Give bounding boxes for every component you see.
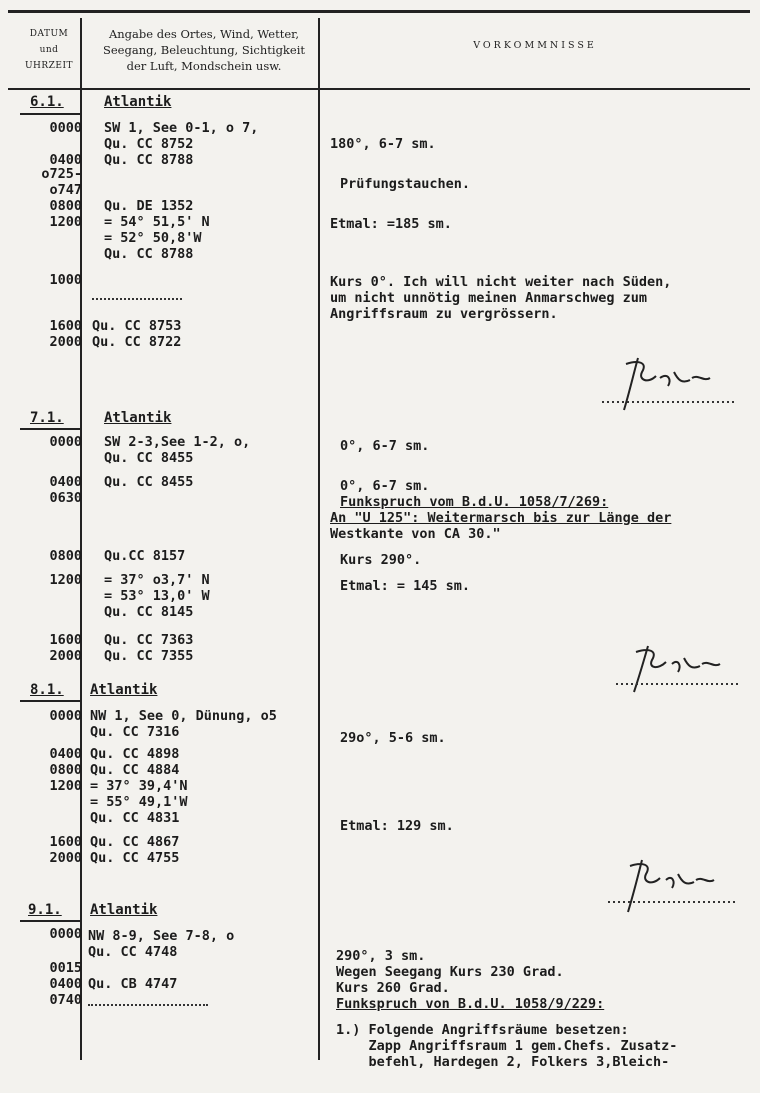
entry-time: 2000 xyxy=(49,648,82,664)
entry-time: 0015 xyxy=(49,960,82,976)
entry-event: 29o°, 5-6 sm. xyxy=(340,730,446,746)
entry-place: = 37° o3,7' N xyxy=(104,572,210,588)
header-place-line-3: der Luft, Mondschein usw. xyxy=(126,59,282,73)
header-date-line-1: DATUM xyxy=(29,29,69,39)
day-date: 7.1. xyxy=(30,410,64,426)
date-underline xyxy=(20,113,80,115)
top-rule xyxy=(8,10,750,13)
entry-time: 1600 xyxy=(49,632,82,648)
entry-place: Qu. CC 4748 xyxy=(88,944,178,960)
header-place-line-2: Seegang, Beleuchtung, Sichtigkeit xyxy=(102,43,306,57)
entry-place: SW 2-3,See 1-2, o, xyxy=(104,434,251,450)
entry-time: 0400 xyxy=(49,976,82,992)
entry-time: 1200 xyxy=(49,778,82,794)
handwritten-signature xyxy=(598,350,738,420)
entry-place: Qu. CC 7316 xyxy=(90,724,180,740)
entry-event: An "U 125": Weitermarsch bis zur Länge der xyxy=(330,510,672,526)
day-date: 9.1. xyxy=(28,902,62,918)
day-area: Atlantik xyxy=(104,410,172,426)
entry-place: Qu. CC 8455 xyxy=(104,450,194,466)
entry-event: Funkspruch vom B.d.U. 1058/7/269: xyxy=(340,494,609,510)
entry-place: Qu. CB 4747 xyxy=(88,976,178,992)
entry-time: 0000 xyxy=(49,120,82,136)
day-date: 6.1. xyxy=(30,94,64,110)
entry-event: Kurs 0°. Ich will nicht weiter nach Süden, xyxy=(330,274,672,290)
header-date-line-2: und xyxy=(39,45,59,55)
entry-place: Qu. CC 4831 xyxy=(90,810,180,826)
entry-time: 0740 xyxy=(49,992,82,1008)
entry-place: Qu. CC 8722 xyxy=(92,334,182,350)
header-place-line-1: Angabe des Ortes, Wind, Wetter, xyxy=(108,27,300,41)
entry-place: SW 1, See 0-1, o 7, xyxy=(104,120,259,136)
entry-place: = 53° 13,0' W xyxy=(104,588,210,604)
entry-place: NW 1, See 0, Dünung, o5 xyxy=(90,708,277,724)
entry-time: 0400 xyxy=(49,152,82,168)
entry-place: Qu. CC 4867 xyxy=(90,834,180,850)
column-divider-2 xyxy=(318,18,320,1060)
entry-time: 2000 xyxy=(49,850,82,866)
entry-place: Qu. CC 4884 xyxy=(90,762,180,778)
entry-event: Prüfungstauchen. xyxy=(340,176,471,192)
entry-place: Qu. CC 8145 xyxy=(104,604,194,620)
entry-event: 290°, 3 sm. xyxy=(336,948,426,964)
dotted-line xyxy=(88,1004,208,1006)
entry-place: Qu. CC 8788 xyxy=(104,152,194,168)
entry-event: befehl, Hardegen 2, Folkers 3,Bleich- xyxy=(336,1054,670,1070)
entry-time: 1600 xyxy=(49,834,82,850)
entry-time: o747 xyxy=(49,182,82,198)
header-events-label: VORKOMMNISSE xyxy=(473,40,597,51)
entry-event: Kurs 290°. xyxy=(340,552,422,568)
entry-time: 0630 xyxy=(49,490,82,506)
entry-time: 1000 xyxy=(49,272,82,288)
entry-place: = 52° 50,8'W xyxy=(104,230,202,246)
header-place-column xyxy=(88,26,320,74)
entry-event: 0°, 6-7 sm. xyxy=(340,438,430,454)
entry-event: Funkspruch von B.d.U. 1058/9/229: xyxy=(336,996,605,1012)
entry-place: Qu. CC 8753 xyxy=(92,318,182,334)
entry-time: 1200 xyxy=(49,214,82,230)
header-bottom-rule xyxy=(8,88,750,90)
entry-place: = 54° 51,5' N xyxy=(104,214,210,230)
entry-event: Kurs 260 Grad. xyxy=(336,980,450,996)
entry-event: Wegen Seegang Kurs 230 Grad. xyxy=(336,964,564,980)
entry-time: 0400 xyxy=(49,746,82,762)
entry-event: Etmal: = 145 sm. xyxy=(340,578,471,594)
entry-place: Qu. CC 8752 xyxy=(104,136,194,152)
handwritten-signature xyxy=(612,640,742,702)
entry-time: 0000 xyxy=(49,434,82,450)
day-date: 8.1. xyxy=(30,682,64,698)
entry-place: Qu. CC 4755 xyxy=(90,850,180,866)
entry-event: 0°, 6-7 sm. xyxy=(340,478,430,494)
entry-place: Qu. CC 8788 xyxy=(104,246,194,262)
entry-place: = 55° 49,1'W xyxy=(90,794,188,810)
entry-event: Westkante von CA 30." xyxy=(330,526,501,542)
dotted-line xyxy=(92,298,182,300)
header-events-column xyxy=(330,38,740,54)
date-underline xyxy=(20,700,80,702)
date-underline xyxy=(20,428,80,430)
entry-time: 0400 xyxy=(49,474,82,490)
entry-event: um nicht unnötig meinen Anmarschweg zum xyxy=(330,290,647,306)
entry-place: NW 8-9, See 7-8, o xyxy=(88,928,235,944)
entry-place: Qu. DE 1352 xyxy=(104,198,194,214)
entry-time: 1200 xyxy=(49,572,82,588)
entry-time: 2000 xyxy=(49,334,82,350)
header-date-column xyxy=(20,26,78,74)
day-area: Atlantik xyxy=(90,902,158,918)
entry-place: Qu. CC 7355 xyxy=(104,648,194,664)
day-area: Atlantik xyxy=(104,94,172,110)
entry-place: = 37° 39,4'N xyxy=(90,778,188,794)
entry-place: Qu. CC 8455 xyxy=(104,474,194,490)
entry-place: Qu.CC 8157 xyxy=(104,548,186,564)
entry-event: Etmal: 129 sm. xyxy=(340,818,454,834)
entry-time: o725- xyxy=(41,166,82,182)
entry-event: Zapp Angriffsraum 1 gem.Chefs. Zusatz- xyxy=(336,1038,678,1054)
entry-time: 0000 xyxy=(49,708,82,724)
entry-event: 1.) Folgende Angriffsräume besetzen: xyxy=(336,1022,629,1038)
entry-place: Qu. CC 7363 xyxy=(104,632,194,648)
entry-time: 0800 xyxy=(49,198,82,214)
entry-time: 0000 xyxy=(49,926,82,942)
day-area: Atlantik xyxy=(90,682,158,698)
date-underline xyxy=(20,920,80,922)
entry-time: 0800 xyxy=(49,762,82,778)
header-date-line-3: UHRZEIT xyxy=(24,61,74,71)
entry-event: Etmal: =185 sm. xyxy=(330,216,452,232)
entry-time: 1600 xyxy=(49,318,82,334)
entry-event: Angriffsraum zu vergrössern. xyxy=(330,306,558,322)
handwritten-signature xyxy=(604,854,740,920)
entry-event: 180°, 6-7 sm. xyxy=(330,136,436,152)
entry-time: 0800 xyxy=(49,548,82,564)
entry-place: Qu. CC 4898 xyxy=(90,746,180,762)
